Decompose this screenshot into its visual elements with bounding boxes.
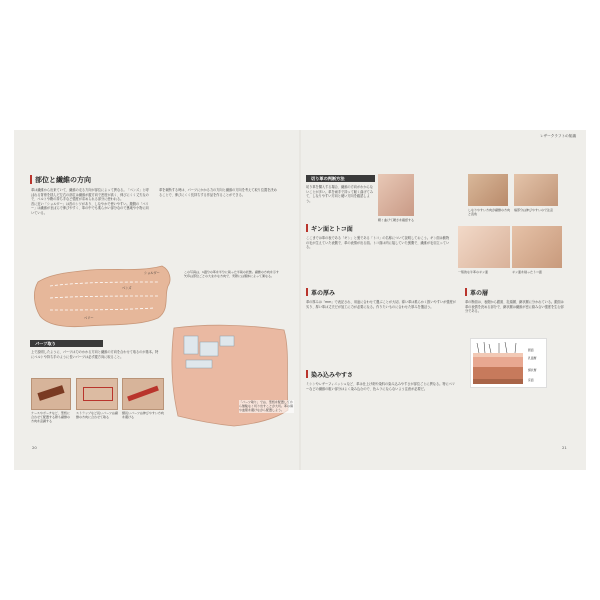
label-bends: ベンズ — [122, 286, 132, 290]
page-number-left: 20 — [32, 445, 37, 450]
toko-caption: ギン面を削ったトコ面 — [512, 270, 542, 274]
check-photo-2 — [468, 174, 508, 206]
layer-label-reticular: 網状層 — [528, 368, 537, 372]
running-title: レザークラフトの知識 — [540, 134, 576, 138]
hide-caption: この写真は、1頭分の革を半分に裁った半裁の状態。繊維の方向を示す矢印は部位ごとの大まかな方向で、実際には個体によって異なる。 — [184, 270, 279, 279]
soak-body: ミシンやレザーフィニッシュなど、革は仕上げ剤や染料の染み込みやすさが部位ごとに異なる。特にベリーなどの繊維の粗い部分はよく染み込むので、色ムラにならないよう注意が必要だ。 — [306, 382, 456, 391]
layer-body: 革の断面は、表側から銀面、乳頭層、網状層に分かれている。銀面は革の表情を決める部分で、網状層は繊維が密に絡み合い強度を生む部分である。 — [465, 300, 564, 314]
parts-body: 上で説明したように、パーツは力のかかる方向と繊維の方向を合わせて取るのが基本。特にベルトや持ち手のように長いパーツは必ず縦方向に取ること。 — [31, 350, 159, 359]
layer-diagram — [470, 338, 547, 388]
book-spread — [14, 130, 586, 470]
layer-diagram-svg — [471, 339, 546, 387]
parts-title: パーツ取り — [30, 340, 103, 347]
thickness-accent-bar — [306, 288, 308, 296]
gin-photo — [458, 226, 510, 268]
parts-photo-3 — [122, 378, 164, 410]
right-page — [300, 130, 586, 470]
check-title: 切り革の判断方法 — [306, 175, 375, 182]
check-caption-3: 端部分は伸びやすいので注意 — [514, 208, 554, 212]
parts-caption-1: ケースやポーチなど、型紙に合わせて配置する際も繊維の方向を意識する — [31, 411, 71, 424]
check-body: 切り革を購入する場合、繊維の方向がわからないことが多い。革を両手で持って軽く曲げてみて、しなりやすい方向と硬い方向を確認しよう。 — [306, 185, 373, 203]
label-shoulder: ショルダー — [144, 271, 160, 275]
label-belly: ベリー — [84, 316, 94, 320]
gin-title: ギン面とトコ面 — [311, 226, 353, 233]
title-accent-bar — [30, 175, 32, 184]
hide-photo — [30, 252, 180, 337]
layer-accent-bar — [465, 288, 467, 296]
toko-photo — [512, 226, 562, 268]
layer-label-grain: 銀面 — [528, 348, 534, 352]
page-number-right: 21 — [562, 445, 567, 450]
thickness-body: 革の厚みは「mm」で表記され、用途に合わせて選ぶことが大切。薄い革は柔らかく扱いやすいが強度が劣り、厚い革は丈夫だが加工に力が必要になる。作りたいものに合わせた厚みを選ぼう。 — [306, 300, 456, 309]
soak-title: 染み込みやすさ — [311, 372, 354, 379]
gin-caption: 一般的な牛革のギン面 — [458, 270, 488, 274]
parts-caption-2: ストラップなど長いパーツは繊維の方向に合わせて取る — [76, 411, 118, 420]
check-caption-2: しなりやすい方向が繊維の方向と直角 — [468, 208, 511, 217]
layer-label-papillary: 乳頭層 — [528, 356, 537, 360]
body-column-2: 革を裁断する時は、パーツにかかる力の方向と繊維の方向を考えて取り位置を決めることで、伸びにくく長持ちする作品を作ることができる。 — [159, 188, 277, 197]
check-caption-1: 軽く曲げて硬さを確認する — [378, 218, 415, 222]
soak-accent-bar — [306, 370, 308, 378]
hide2-caption: 「パーツ取り」では、型紙を配置してから無駄なく切り出すことが大切。革の傷や血筋を避けながら配置しよう。 — [239, 400, 294, 413]
layer-label-flesh: 床面 — [528, 378, 534, 382]
thickness-title: 革の厚み — [311, 290, 336, 297]
check-photo-1 — [378, 174, 414, 216]
layer-title: 革の層 — [470, 290, 489, 297]
parts-photo-2 — [76, 378, 118, 410]
parts-caption-3: 細長いパーツは伸びやすい方向を避ける — [122, 411, 164, 420]
parts-photo-1 — [31, 378, 71, 410]
section-title: 部位と繊維の方向 — [35, 176, 91, 184]
gin-body: ここまでは革の表である「ギン」と裏である「トコ」の名称について説明しておこう。ギン面は動物の毛が生えていた表側で、革の表情が出る面。トコ面は肉に接していた裏側で、繊維が毛羽立っている。 — [306, 236, 450, 250]
left-page — [14, 130, 300, 470]
gin-accent-bar — [306, 224, 308, 232]
hide-photo-with-patterns — [164, 320, 294, 435]
body-column-1: 革は繊維から出来ていて、繊維の走る方向が部位によって異なる。「ベンズ」と呼ばれる背骨を挟んだ左右の部位は繊維が縦方向で密度が高く、伸びにくく丈夫なので、ベルトや鞄の持ち手など強度が求められる部分に使われる。 首に近い「ショルダー」は首のシワがあり、しなやかで使いやすい。腹側の「ベリー」は繊維がまばらで伸びやすく、革の中でも柔らかい部分なので裏地や小物に向いている。 — [31, 188, 149, 215]
check-photo-3 — [514, 174, 558, 206]
